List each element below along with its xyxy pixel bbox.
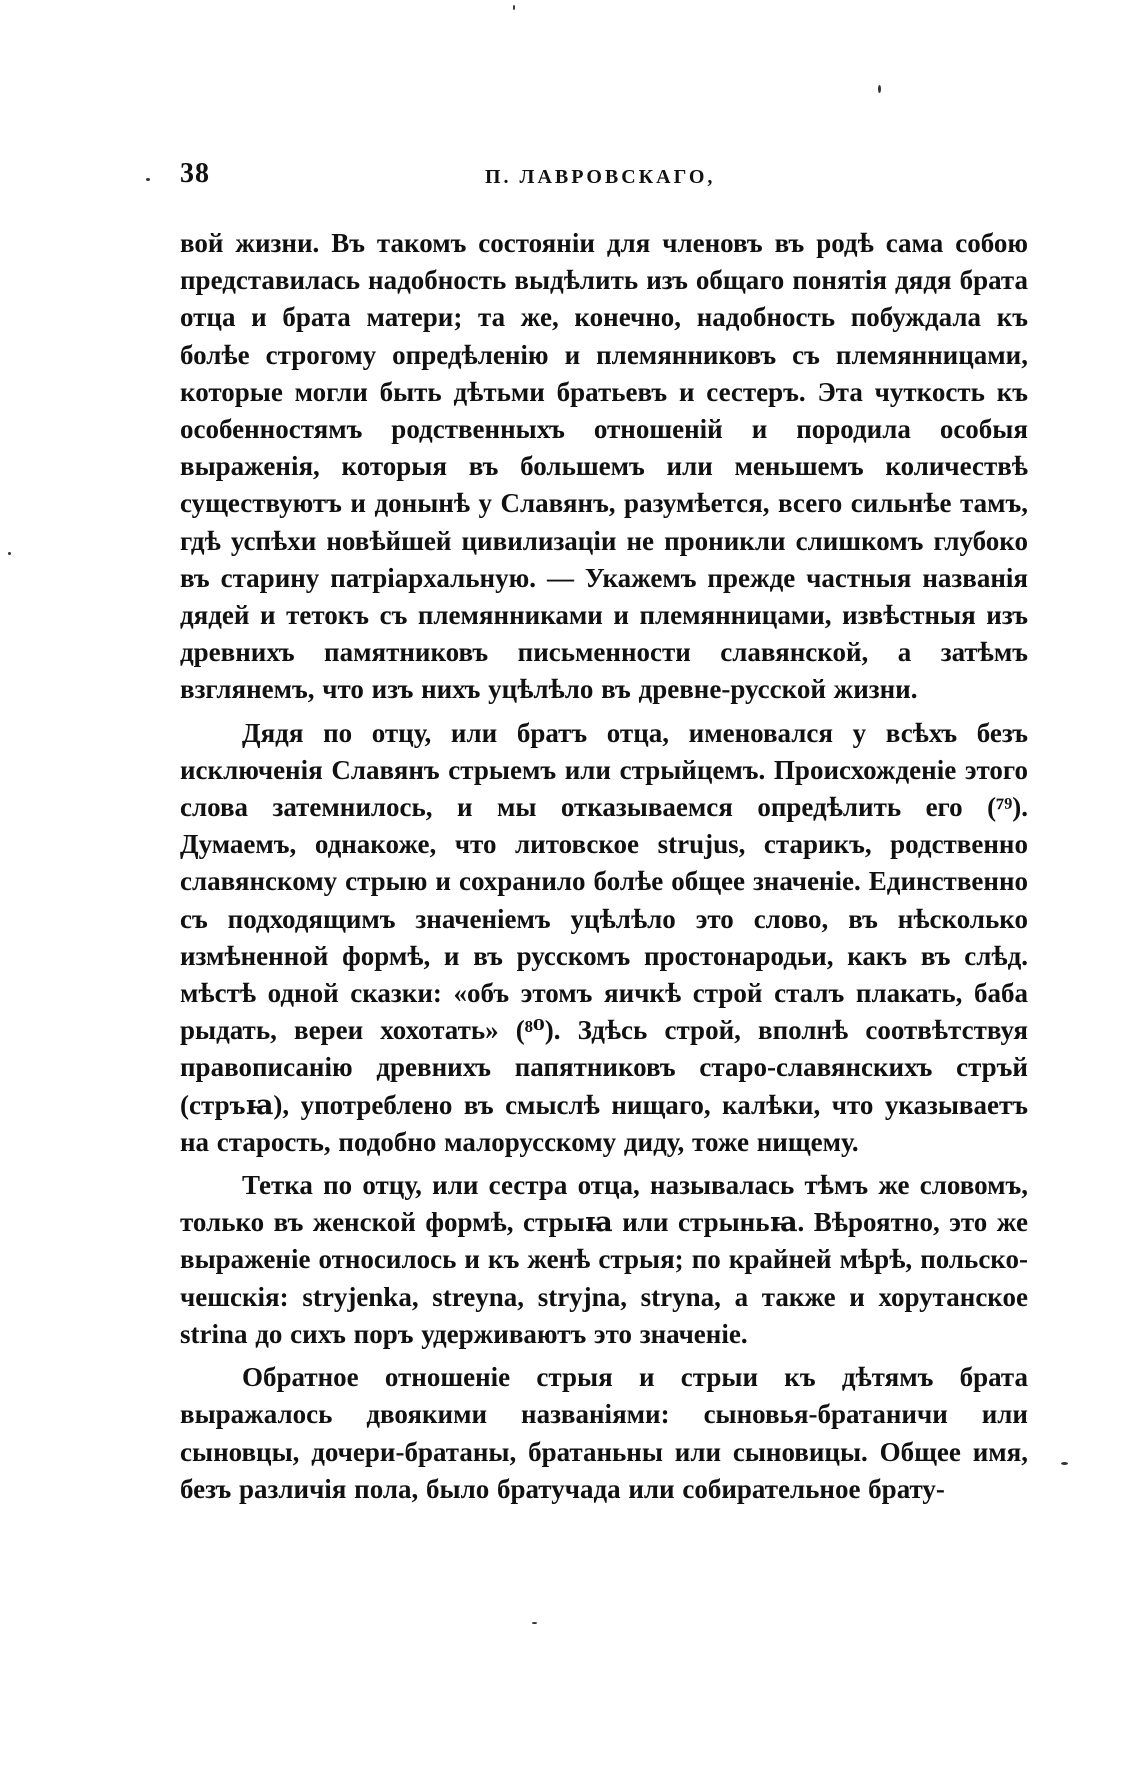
scan-speck	[513, 5, 515, 10]
page-header	[180, 158, 1030, 198]
scan-speck	[878, 85, 881, 93]
paragraph-1: вой жизни. Въ такомъ состояніи для членовъ въ родѣ сама собою представилась надобность выдѣлить изъ общаго понятія дядя брата отца и брата матери; та же, конечно, надобность побуждала къ болѣе строгому опредѣленію и племянниковъ съ племянницами, которые могли быть дѣтьми братьевъ и сестеръ. Эта чуткость къ особенностямъ родственныхъ отношеній и породила особыя выраженія, которыя въ большемъ или меньшемъ количествѣ существуютъ и донынѣ у Славянъ, разумѣется, всего сильнѣе тамъ, гдѣ успѣхи новѣйшей цивилизаціи не проникли слишкомъ глубоко въ старину патріархальную. — Укажемъ прежде частныя названія дядей и тетокъ съ племянниками и племянницами, извѣстныя изъ древнихъ памятниковъ письменности славянской, а затѣмъ взглянемъ, что изъ нихъ уцѣлѣло въ древне-русской жизни.	[180, 228, 1028, 705]
paragraph-2: Дядя по отцу, или братъ отца, именовался у всѣхъ безъ исключенія Славянъ стрыемъ или стрыйцемъ. Происхожденіе этого слова затемнилось, и мы отказываемся опредѣлить его (⁷⁹). Думаемъ, однакоже, что литовское strujus, старикъ, родственно славянскому стрыю и сохранило болѣе общее значеніе. Единственно съ подходящимъ значеніемъ уцѣлѣло это слово, въ нѣсколько измѣненной формѣ, и въ русскомъ простонародьи, какъ въ слѣд. мѣстѣ одной сказки: «объ этомъ яичкѣ строй сталъ плакать, баба рыдать, вереи хохотать» (⁸⁰). Здѣсь строй, вполнѣ соотвѣтствуя правописанію древнихъ папятниковъ старо-славянскихъ стръй (стръꙗ), употреблено въ смыслѣ нищаго, калѣки, что указываетъ на старость, подобно малорусскому диду, тоже нищему.	[180, 717, 1028, 1157]
body-text	[180, 225, 1028, 1508]
scan-speck	[8, 552, 11, 555]
paragraph-3: Тетка по отцу, или сестра отца, называлась тѣмъ же словомъ, только въ женской формѣ, стрыꙗ или стрыньꙗ. Вѣроятно, это же выраженіе относилось и къ женѣ стрыя; по крайней мѣрѣ, польско-чешскія: stryjenka, streyna, stryjna, stryna, а также и хорутанское strina до сихъ поръ удерживаютъ это значеніе.	[180, 1170, 1028, 1349]
scan-speck	[532, 1622, 537, 1624]
page-number: 38	[180, 158, 210, 189]
paragraph-4: Обратное отношеніе стрыя и стрыи къ дѣтямъ брата выражалось двоякими названіями: сыновья-братаничи или сыновцы, дочери-братаны, братаньны или сыновицы. Общее имя, безъ различія пола, было братучада или собирательное брату-	[180, 1362, 1028, 1504]
scan-speck	[1061, 1462, 1068, 1465]
running-title: П. ЛАВРОВСКАГО,	[485, 166, 716, 188]
scan-speck	[146, 178, 150, 181]
